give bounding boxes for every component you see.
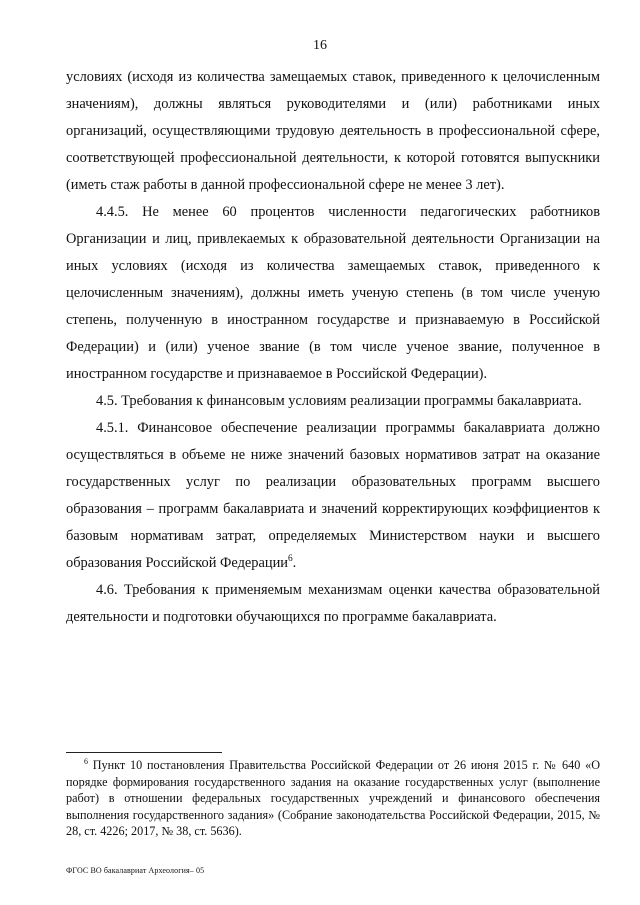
heading-4-5: 4.5. Требования к финансовым условиям реализации программы бакалавриата. (96, 393, 582, 409)
paragraph-4-5-1-text: 4.5.1. Финансовое обеспечение реализации программы бакалавриата должно осуществляться в объеме не ниже значений базовых нормативов затрат на оказание государственных услуг по реализации образовательных программ высшего образования – программ бакалавриата и значений корректирующих коэффициентов к базовым нормативам затрат, определяемых Министерством науки и высшего образования Российской Федерации (66, 420, 600, 571)
paragraph-4-4-5: 4.4.5. Не менее 60 процентов численности педагогических работников Организации и лиц, привлекаемых к образовательной деятельности Организации на иных условиях (исходя из количества замещаемых ставок, приведенного к целочисленным значениям), должны иметь ученую степень (в том числе ученую степень, полученную в иностранном государстве и признаваемую в Российской Федерации) и (или) ученое звание (в том числе ученое звание, полученное в иностранном государстве и признаваемое в Российской Федерации). (66, 204, 600, 382)
paragraph-continuation: условиях (исходя из количества замещаемых ставок, приведенного к целочисленным значениям), должны являться руководителями и (или) работниками иных организаций, осуществляющими трудовую деятельность в профессиональной сфере, соответствующей профессиональной деятельности, к которой готовятся выпускники (иметь стаж работы в данной профессиональной сфере не менее 3 лет). (66, 69, 600, 193)
heading-4-6: 4.6. Требования к применяемым механизмам оценки качества образовательной деятельности и подготовки обучающихся по программе бакалавриата. (66, 582, 600, 625)
footnote-reference[interactable]: 6 (288, 554, 293, 565)
footnote-marker: 6 (84, 756, 88, 766)
paragraph-4-5-1 (66, 415, 600, 577)
paragraph-4-5-1-tail: . (292, 555, 297, 571)
footnote-divider (66, 752, 222, 753)
page-number: 16 (313, 38, 327, 53)
document-body (66, 64, 600, 631)
footnote-text: Пункт 10 постановления Правительства Российской Федерации от 26 июня 2015 г. № 640 «О порядке формирования государственного задания на оказание государственных услуг (выполнение работ) в отношении федеральных государственных учреждений и финансового обеспечения выполнения государственного задания» (Собрание законодательства Российской Федерации, 2015, № 28, ст. 4226; 2017, № 38, ст. 5636). (66, 758, 600, 838)
document-footer: ФГОС ВО бакалавриат Археология– 05 (66, 866, 205, 875)
footnote (66, 757, 600, 840)
